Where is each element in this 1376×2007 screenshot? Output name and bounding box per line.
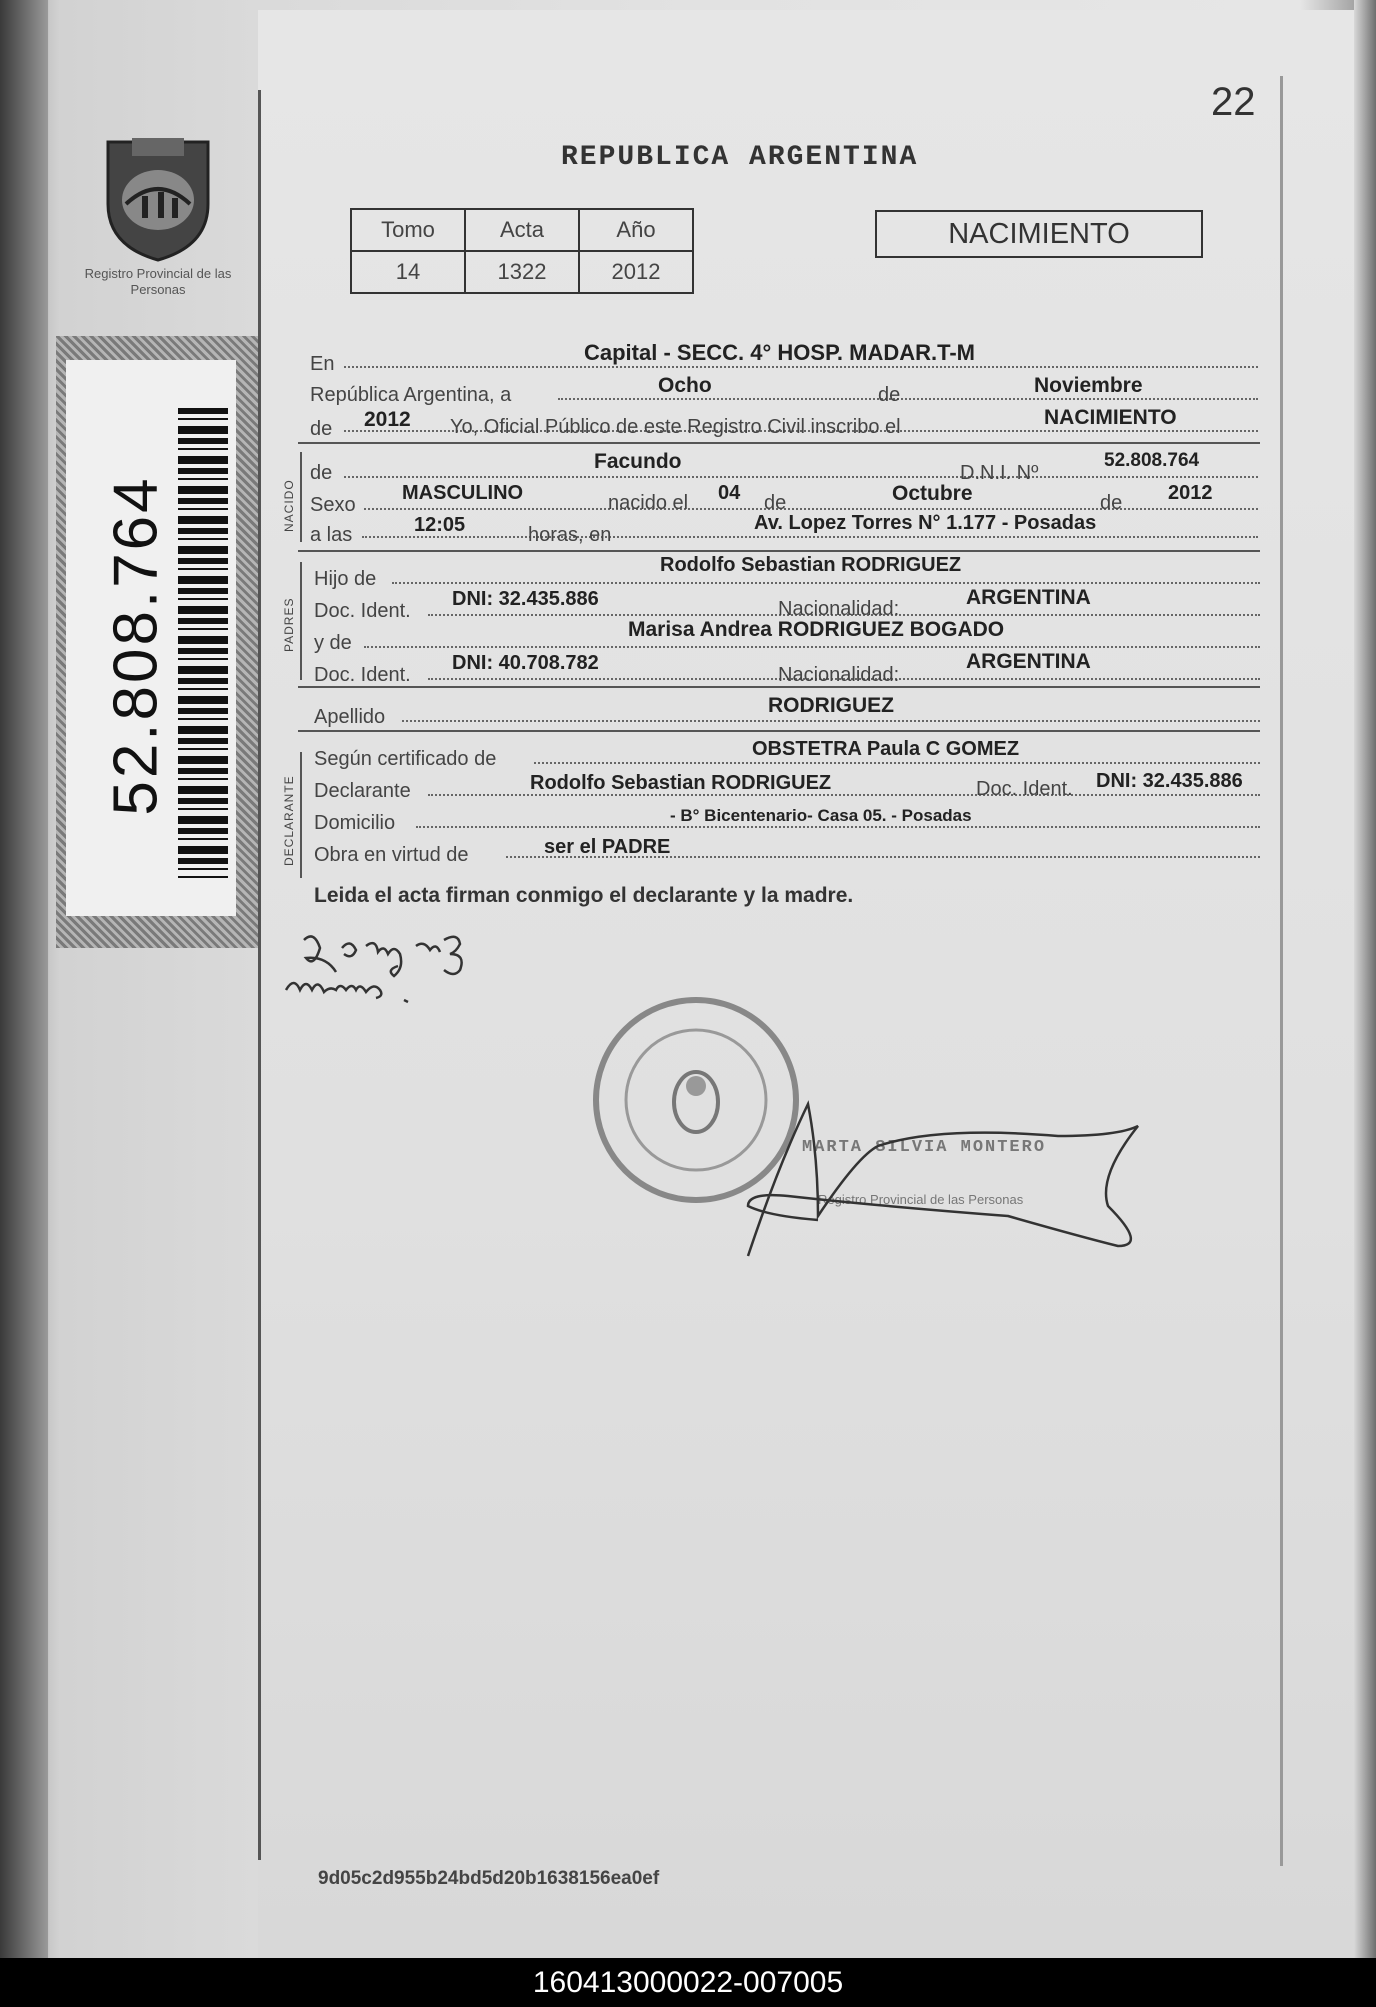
- section-divider-1: [298, 442, 1260, 444]
- declarant-signature: [284, 920, 504, 1020]
- name-line: [344, 476, 1258, 478]
- certificate-page: [258, 10, 1354, 1958]
- barcode-inner: [66, 360, 236, 916]
- left-margin-rule: [258, 90, 261, 1860]
- country-title: REPUBLICA ARGENTINA: [561, 142, 919, 173]
- mother-nat-value: ARGENTINA: [966, 650, 1091, 673]
- en-value: Capital - SECC. 4° HOSP. MADAR.T-M: [584, 340, 975, 365]
- nacido-side-label: NACIDO: [282, 479, 296, 532]
- mother-doc-value: DNI: 40.708.782: [452, 652, 599, 674]
- apellido-label: Apellido: [314, 706, 386, 728]
- inscribe-value: NACIMIENTO: [1044, 406, 1177, 429]
- birth-de-label: de: [764, 492, 787, 514]
- cert-line: [534, 762, 1260, 764]
- oficial-text: Yo, Oficial Público de este Registro Civil inscribo el: [450, 416, 901, 438]
- cert-value: OBSTETRA Paula C GOMEZ: [752, 738, 1020, 760]
- birth-year-value: 2012: [1168, 482, 1213, 504]
- domicilio-line: [416, 826, 1260, 828]
- logo-caption: Registro Provincial de las Personas: [84, 266, 232, 297]
- declarante-doc-label: Doc. Ident.: [976, 778, 1073, 800]
- en-label: En: [310, 353, 335, 375]
- registry-logo-icon: [96, 134, 220, 264]
- dni-label: D.N.I. Nº: [960, 462, 1039, 484]
- place-value: Av. Lopez Torres N° 1.177 - Posadas: [754, 512, 1097, 534]
- barcode-bars: [178, 408, 228, 878]
- father-doc-label: Doc. Ident.: [314, 600, 411, 622]
- section-divider-2: [298, 550, 1260, 552]
- official-role: Registro Provincial de las Personas: [818, 1192, 1024, 1207]
- acta-value: 1322: [465, 251, 579, 293]
- tomo-value: 14: [351, 251, 465, 293]
- mother-value: Marisa Andrea RODRIGUEZ BOGADO: [628, 618, 1005, 641]
- section-divider-3: [298, 686, 1260, 688]
- page-number: 22: [1211, 80, 1256, 124]
- year-value: 2012: [364, 408, 411, 431]
- declarante-value: Rodolfo Sebastian RODRIGUEZ: [530, 772, 832, 794]
- declarante-side-label: DECLARANTE: [282, 775, 296, 866]
- apellido-value: RODRIGUEZ: [768, 694, 894, 717]
- day-value: Ocho: [658, 374, 712, 397]
- act-type-box: NACIMIENTO: [875, 210, 1203, 258]
- de-label-2: de: [310, 418, 333, 440]
- mother-doc-label: Doc. Ident.: [314, 664, 411, 686]
- yde-label: y de: [314, 632, 352, 654]
- sexo-label: Sexo: [310, 494, 356, 516]
- declarante-label: Declarante: [314, 780, 411, 802]
- en-line: [344, 366, 1258, 368]
- barcode-card: [56, 336, 258, 948]
- anio-header: Año: [579, 209, 693, 251]
- birth-month-value: Octubre: [892, 482, 973, 505]
- right-edge: [1354, 0, 1376, 1958]
- father-line: [392, 582, 1260, 584]
- apellido-line: [402, 720, 1260, 722]
- father-nat-value: ARGENTINA: [966, 586, 1091, 609]
- birth-day-value: 04: [718, 482, 741, 504]
- sexo-line: [364, 508, 1258, 510]
- registry-table: [350, 208, 694, 294]
- obra-label: Obra en virtud de: [314, 844, 469, 866]
- tomo-header: Tomo: [351, 209, 465, 251]
- alas-label: a las: [310, 524, 353, 546]
- section-divider-4: [298, 730, 1260, 732]
- hash-code: 9d05c2d955b24bd5d20b1638156ea0ef: [318, 1868, 660, 1889]
- mother-line: [364, 646, 1260, 648]
- book-spine: [0, 0, 48, 1958]
- official-signature: [678, 1096, 1198, 1266]
- hijo-label: Hijo de: [314, 568, 377, 590]
- scan-footer-id: 160413000022-007005: [0, 1958, 1376, 2007]
- official-name: MARTA SILVIA MONTERO: [802, 1138, 1047, 1157]
- republica-line: [558, 398, 1258, 400]
- time-value: 12:05: [414, 514, 466, 536]
- republica-label: República Argentina, a: [310, 384, 512, 406]
- father-nat-label: Nacionalidad:: [778, 598, 900, 620]
- obra-value: ser el PADRE: [544, 836, 671, 858]
- place-line: [362, 536, 1258, 538]
- month-value: Noviembre: [1034, 374, 1143, 397]
- horas-label: horas, en: [528, 524, 612, 546]
- sexo-value: MASCULINO: [402, 482, 524, 504]
- dni-value: 52.808.764: [1104, 450, 1200, 471]
- padres-side-label: PADRES: [282, 597, 296, 652]
- closing-text: Leida el acta firman conmigo el declarante y la madre.: [314, 884, 854, 907]
- domicilio-label: Domicilio: [314, 812, 396, 834]
- father-doc-value: DNI: 32.435.886: [452, 588, 599, 610]
- right-margin-rule: [1280, 76, 1283, 1866]
- nacido-el-label: nacido el: [608, 492, 689, 514]
- cert-label: Según certificado de: [314, 748, 497, 770]
- nacido-de-label: de: [310, 462, 333, 484]
- barcode-number: 52.808.764: [101, 475, 171, 816]
- de-label: de: [878, 384, 901, 406]
- declarante-bracket: [300, 752, 302, 878]
- anio-value: 2012: [579, 251, 693, 293]
- name-value: Facundo: [594, 450, 682, 473]
- father-value: Rodolfo Sebastian RODRIGUEZ: [660, 554, 962, 576]
- padres-bracket: [300, 562, 302, 680]
- acta-header: Acta: [465, 209, 579, 251]
- birth-de-label-3: de: [1100, 492, 1123, 514]
- domicilio-value: - B° Bicentenario- Casa 05. - Posadas: [670, 806, 972, 825]
- nacido-bracket: [300, 452, 302, 542]
- mother-nat-label: Nacionalidad:: [778, 664, 900, 686]
- declarante-doc-value: DNI: 32.435.886: [1096, 770, 1243, 792]
